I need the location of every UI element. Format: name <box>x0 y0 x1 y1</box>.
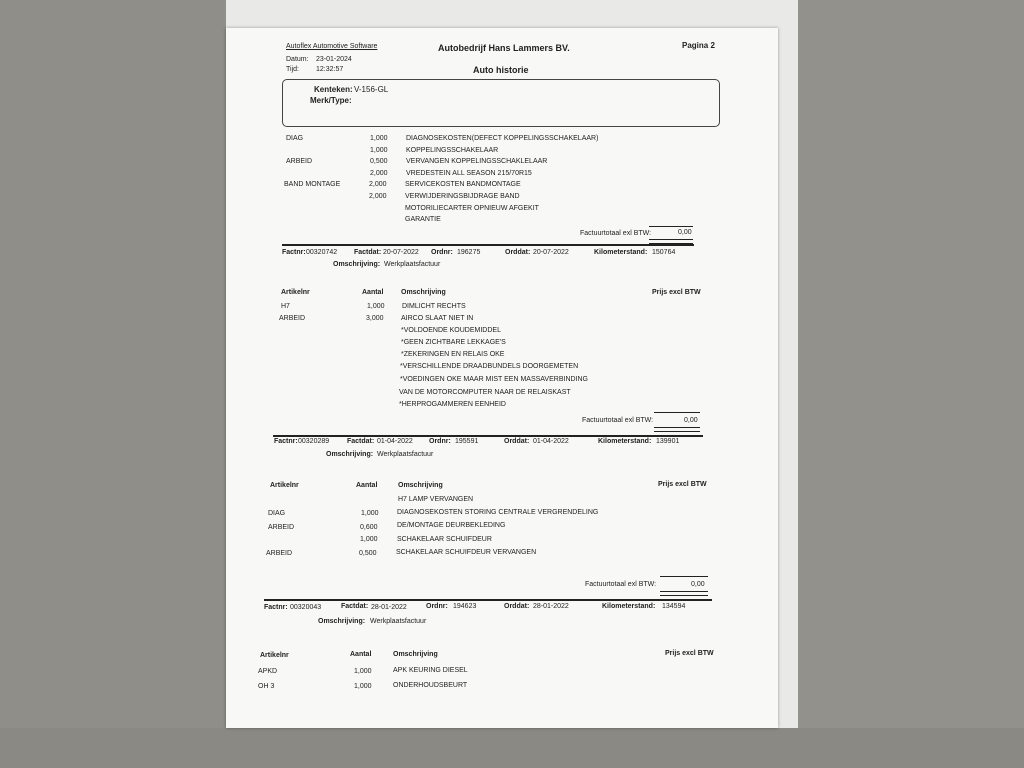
factnr-label: Factnr: <box>264 604 288 611</box>
list-item-aantal: 1,000 <box>361 510 379 517</box>
kenteken-value: V-156-GL <box>354 85 389 94</box>
page-number: Pagina 2 <box>682 41 715 50</box>
ordnr-value: 195591 <box>455 438 479 445</box>
background-right <box>798 0 1024 768</box>
list-item-omschr: SERVICEKOSTEN BANDMONTAGE <box>405 181 521 188</box>
factdat-label: Factdat: <box>341 603 369 610</box>
list-item-omschr: DIMLICHT RECHTS <box>402 303 466 310</box>
orddat-value: 20-07-2022 <box>533 249 569 256</box>
list-item-omschr: *VERSCHILLENDE DRAADBUNDELS DOORGEMETEN <box>400 363 579 370</box>
list-item-omschr: DIAGNOSEKOSTEN(DEFECT KOPPELINGSSCHAKELAAR) <box>406 135 599 142</box>
list-item-omschr: KOPPELINGSSCHAKELAAR <box>406 147 499 154</box>
list-item-omschr: *GEEN ZICHTBARE LEKKAGE'S <box>401 339 506 346</box>
factdat-value: 28-01-2022 <box>371 604 407 611</box>
background-left <box>0 0 226 768</box>
total-label: Factuurtotaal exl BTW: <box>580 230 652 237</box>
km-label: Kilometerstand: <box>598 438 652 445</box>
list-item-aantal: 0,500 <box>359 550 377 557</box>
col-aantal: Aantal <box>356 482 378 489</box>
list-item-art: ARBEID <box>286 158 313 165</box>
list-item-omschr: DIAGNOSEKOSTEN STORING CENTRALE VERGRENDELING <box>397 509 599 516</box>
list-item-aantal: 2,000 <box>370 170 388 177</box>
list-item-omschr: DE/MONTAGE DEURBEKLEDING <box>397 522 506 529</box>
factnr-value: 00320043 <box>290 604 322 611</box>
total-value: 0,00 <box>684 417 698 424</box>
list-item-omschr: *HERPROGAMMEREN EENHEID <box>399 401 506 408</box>
list-item-omschr: VREDESTEIN ALL SEASON 215/70R15 <box>406 170 532 177</box>
col-omschrijving: Omschrijving <box>398 482 443 489</box>
col-omschrijving: Omschrijving <box>393 651 438 658</box>
ordnr-label: Ordnr: <box>429 438 451 445</box>
col-aantal: Aantal <box>350 651 372 658</box>
list-item-art: BAND MONTAGE <box>284 181 341 188</box>
factnr-value: 00320742 <box>306 249 338 256</box>
software-name: Autoflex Automotive Software <box>286 43 378 50</box>
col-omschrijving: Omschrijving <box>401 289 446 296</box>
ordnr-label: Ordnr: <box>426 603 448 610</box>
list-item-omschr: ONDERHOUDSBEURT <box>393 682 468 689</box>
list-item-aantal: 1,000 <box>370 147 388 154</box>
date-label: Datum: <box>286 56 309 63</box>
kenteken-label: Kenteken: <box>314 85 353 94</box>
col-artikelnr: Artikelnr <box>260 652 289 659</box>
orddat-label: Orddat: <box>504 603 530 610</box>
factdat-value: 20-07-2022 <box>383 249 419 256</box>
col-aantal: Aantal <box>362 289 384 296</box>
company-name: Autobedrijf Hans Lammers BV. <box>438 43 570 53</box>
ordnr-value: 196275 <box>457 249 481 256</box>
total-value: 0,00 <box>678 229 692 236</box>
total-double-rule <box>654 427 700 432</box>
total-label: Factuurtotaal exl BTW: <box>585 581 657 588</box>
orddat-label: Orddat: <box>504 438 530 445</box>
list-item-omschr: *ZEKERINGEN EN RELAIS OKE <box>401 351 505 358</box>
list-item-aantal: 1,000 <box>354 668 372 675</box>
list-item-aantal: 1,000 <box>367 303 385 310</box>
factdat-value: 01-04-2022 <box>377 438 413 445</box>
list-item-art: ARBEID <box>268 524 295 531</box>
orddat-label: Orddat: <box>505 249 531 256</box>
list-item-aantal: 2,000 <box>369 193 387 200</box>
orddat-value: 01-04-2022 <box>533 438 569 445</box>
list-item-omschr: GARANTIE <box>405 216 441 223</box>
orddat-value: 28-01-2022 <box>533 603 569 610</box>
km-label: Kilometerstand: <box>594 249 648 256</box>
time-value: 12:32:57 <box>316 66 344 73</box>
invoice-separator <box>264 599 712 601</box>
list-item-aantal: 1,000 <box>354 683 372 690</box>
factdat-label: Factdat: <box>347 438 375 445</box>
invoice-separator <box>282 244 694 246</box>
omschrijving-value: Werkplaatsfactuur <box>370 618 427 625</box>
factnr-label: Factnr: <box>282 249 306 256</box>
list-item-omschr: *VOEDINGEN OKE MAAR MIST EEN MASSAVERBINDING <box>400 376 588 383</box>
total-rule <box>654 412 700 413</box>
list-item-omschr: *VOLDOENDE KOUDEMIDDEL <box>401 327 501 334</box>
list-item-aantal: 0,600 <box>360 524 378 531</box>
factdat-label: Factdat: <box>354 249 382 256</box>
total-rule <box>649 226 693 227</box>
omschrijving-label: Omschrijving: <box>318 618 366 625</box>
list-item-omschr: VERVANGEN KOPPELINGSSCHAKLELAAR <box>406 158 548 165</box>
omschrijving-value: Werkplaatsfactuur <box>377 451 434 458</box>
list-item-omschr: H7 LAMP VERVANGEN <box>398 496 474 503</box>
list-item-omschr: VAN DE MOTORCOMPUTER NAAR DE RELAISKAST <box>399 389 571 396</box>
list-item-art: ARBEID <box>266 550 293 557</box>
col-prijs: Prijs excl BTW <box>658 481 707 488</box>
list-item-aantal: 1,000 <box>360 536 378 543</box>
col-prijs: Prijs excl BTW <box>665 650 714 657</box>
ordnr-value: 194623 <box>453 603 477 610</box>
omschrijving-value: Werkplaatsfactuur <box>384 261 441 268</box>
col-artikelnr: Artikelnr <box>281 289 310 296</box>
omschrijving-label: Omschrijving: <box>333 261 381 268</box>
km-value: 139901 <box>656 438 680 445</box>
list-item-art: ARBEID <box>279 315 306 322</box>
list-item-art: OH 3 <box>258 683 275 690</box>
list-item-art: APKD <box>258 668 278 675</box>
list-item-art: DIAG <box>286 135 304 142</box>
factnr-label: Factnr: <box>274 438 298 445</box>
list-item-omschr: MOTORILIECARTER OPNIEUW AFGEKIT <box>405 205 539 212</box>
list-item-aantal: 1,000 <box>370 135 388 142</box>
background-bottom <box>0 728 1024 768</box>
list-item-art: H7 <box>281 303 290 310</box>
col-prijs: Prijs excl BTW <box>652 289 701 296</box>
ordnr-label: Ordnr: <box>431 249 453 256</box>
list-item-aantal: 2,000 <box>369 181 387 188</box>
list-item-aantal: 0,500 <box>370 158 388 165</box>
km-value: 134594 <box>662 603 686 610</box>
invoice-separator <box>273 435 703 437</box>
total-value: 0,00 <box>691 581 705 588</box>
total-rule <box>660 576 708 577</box>
document-page <box>226 28 778 728</box>
list-item-art: DIAG <box>268 510 286 517</box>
factnr-value: 00320289 <box>298 438 330 445</box>
list-item-aantal: 3,000 <box>366 315 384 322</box>
date-value: 23-01-2024 <box>316 56 352 63</box>
page-title: Auto historie <box>473 65 529 75</box>
list-item-omschr: SCHAKELAAR SCHUIFDEUR VERVANGEN <box>396 549 537 556</box>
col-artikelnr: Artikelnr <box>270 482 299 489</box>
list-item-omschr: AIRCO SLAAT NIET IN <box>401 315 474 322</box>
list-item-omschr: VERWIJDERINGSBIJDRAGE BAND <box>405 193 520 200</box>
total-label: Factuurtotaal exl BTW: <box>582 417 654 424</box>
list-item-omschr: SCHAKELAAR SCHUIFDEUR <box>397 536 492 543</box>
km-value: 150764 <box>652 249 676 256</box>
merk-type-label: Merk/Type: <box>310 96 352 105</box>
km-label: Kilometerstand: <box>602 603 656 610</box>
omschrijving-label: Omschrijving: <box>326 451 374 458</box>
time-label: Tijd: <box>286 66 299 73</box>
total-double-rule <box>660 591 708 596</box>
list-item-omschr: APK KEURING DIESEL <box>393 667 468 674</box>
